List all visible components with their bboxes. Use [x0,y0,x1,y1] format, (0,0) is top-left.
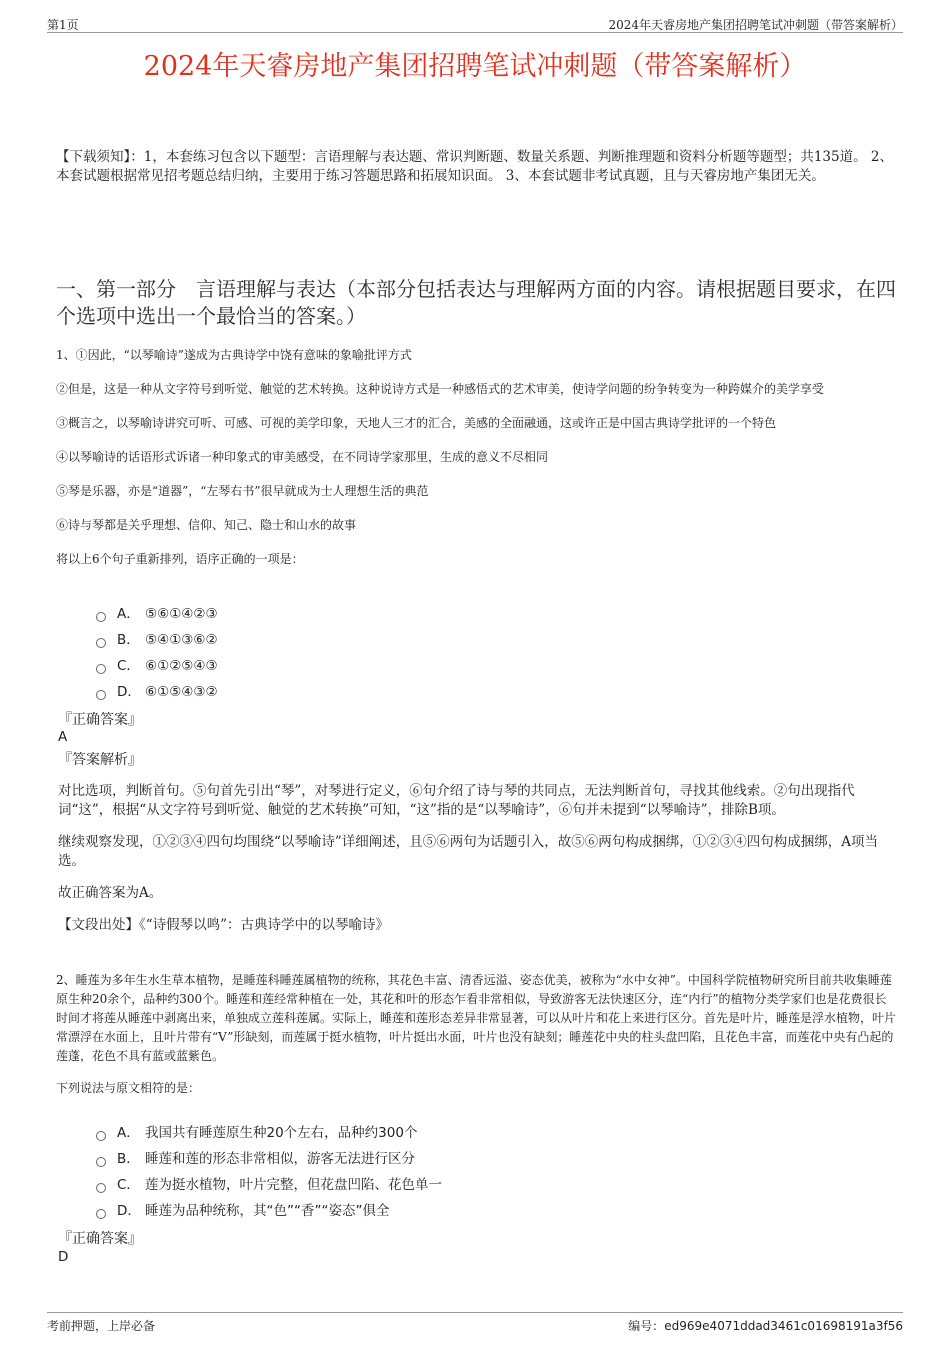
question-prompt: 下列说法与原文相符的是： [56,1081,201,1095]
q1-answer-label: 『正确答案』 [58,712,142,728]
radio-icon[interactable] [96,1183,106,1193]
sentence: ④以琴喻诗的话语形式诉诸一种印象式的审美感受，在不同诗学家那里，生成的意义不尽相同 [56,450,549,464]
q2-option-d[interactable]: D． 睡莲为品种统称，其“色”“香”“姿态”俱全 [96,1198,442,1224]
q1-option-c[interactable]: C． ⑥①②⑤④③ [96,653,218,679]
header-doc-title: 2024年天睿房地产集团招聘笔试冲刺题（带答案解析） [608,18,903,32]
page-footer [47,1312,903,1331]
q1-option-b[interactable]: B． ⑤④①③⑥② [96,627,218,653]
radio-icon[interactable] [96,612,106,622]
q1-option-d[interactable]: D． ⑥①⑤④③② [96,679,218,705]
q2-answer-label: 『正确答案』 [58,1231,142,1247]
q2-options [96,1120,442,1224]
footer-code: 编号：ed969e4071ddad3461c01698191a3f56 [628,1319,903,1333]
q2-option-b[interactable]: B． 睡莲和莲的形态非常相似，游客无法进行区分 [96,1146,442,1172]
section-heading: 一、第一部分 言语理解与表达（本部分包括表达与理解两方面的内容。请根据题目要求，在四个选项中选出一个最恰当的答案。） [56,277,896,328]
sentence: ③概言之，以琴喻诗讲究可听、可感、可视的美学印象，天地人三才的汇合，美感的全面融通，这或许正是中国古典诗学批评的一个特色 [56,416,777,430]
question-1 [56,346,898,584]
analysis-paragraph: 对比选项，判断首句。⑤句首先引出“琴”，对琴进行定义，⑥句介绍了诗与琴的共同点，无法判断首句，寻找其他线索。②句出现指代词“这”，根据“从文字符号到听觉、触觉的艺术转换”可知，“这”指的是“以琴喻诗”，⑥句并未提到“以琴喻诗”，排除B项。 [58,783,855,818]
radio-icon[interactable] [96,638,106,648]
sentence: ⑤琴是乐器，亦是“道器”，“左琴右书”很早就成为士人理想生活的典范 [56,484,429,498]
q1-source: 【文段出处】《“诗假琴以鸣”：古典诗学中的以琴喻诗》 [58,917,390,933]
q2-option-a[interactable]: A． 我国共有睡莲原生种20个左右，品种约300个 [96,1120,442,1146]
radio-icon[interactable] [96,1157,106,1167]
radio-icon[interactable] [96,664,106,674]
q2-option-c[interactable]: C． 莲为挺水植物，叶片完整，但花盘凹陷、花色单一 [96,1172,442,1198]
analysis-paragraph: 故正确答案为A。 [58,885,163,901]
q1-analysis-label: 『答案解析』 [58,752,142,768]
sentence: ②但是，这是一种从文字符号到听觉、触觉的艺术转换。这种说诗方式是一种感悟式的艺术审美，使诗学问题的纷争转变为一种跨媒介的美学享受 [56,382,825,396]
radio-icon[interactable] [96,690,106,700]
download-notice: 【下载须知】：1，本套练习包含以下题型：言语理解与表达题、常识判断题、数量关系题、判断推理题和资料分析题等题型；共135道。 2、本套试题根据常见招考题总结归纳，主要用于练习答题思路和拓展知识面。 3、本套试题非考试真题，且与天睿房地产集团无关。 [56,149,893,184]
sentence: ⑥诗与琴都是关乎理想、信仰、知己、隐士和山水的故事 [56,518,357,532]
sentence: 1、①因此，“以琴喻诗”遂成为古典诗学中饶有意味的象喻批评方式 [56,348,412,362]
radio-icon[interactable] [96,1131,106,1141]
radio-icon[interactable] [96,1209,106,1219]
analysis-paragraph: 继续观察发现，①②③④四句均围绕“以琴喻诗”详细阐述，且⑤⑥两句为话题引入，故⑤⑥两句构成捆绑，①②③④四句构成捆绑，A项当选。 [58,834,879,869]
question-passage: 2、睡莲为多年生水生草本植物，是睡莲科睡莲属植物的统称，其花色丰富、清香远溢、姿态优美，被称为“水中女神”。中国科学院植物研究所目前共收集睡莲原生种20余个，品种约300个。睡莲和莲经常种植在一处，其花和叶的形态乍看非常相似，导致游客无法快速区分，连“内行”的植物分类学家们也是花费很长时间才将莲从睡莲中剥离出来，单独成立莲科莲属。实际上，睡莲和莲形态差异非常显著，可以从叶片和花上来进行区分。首先是叶片，睡莲是浮水植物，叶片常漂浮在水面上，且叶片带有“V”形缺刻，而莲属于挺水植物，叶片挺出水面，叶片也没有缺刻；睡莲花中央的柱头盘凹陷，且花色丰富，而莲花中央有凸起的莲蓬，花色不具有蓝或蓝紫色。 [56,973,897,1063]
document-title: 2024年天睿房地产集团招聘笔试冲刺题（带答案解析） [143,51,807,82]
page-header [47,14,903,33]
q1-options [96,601,218,705]
q1-answer: A [58,729,68,745]
q1-option-a[interactable]: A． ⑤⑥①④②③ [96,601,218,627]
question-2 [56,971,898,1111]
footer-slogan: 考前押题，上岸必备 [47,1319,156,1333]
q1-analysis [58,782,890,948]
page-number: 第1页 [47,18,79,32]
question-prompt: 将以上6个句子重新排列，语序正确的一项是： [56,552,304,566]
q2-answer: D [58,1249,69,1265]
